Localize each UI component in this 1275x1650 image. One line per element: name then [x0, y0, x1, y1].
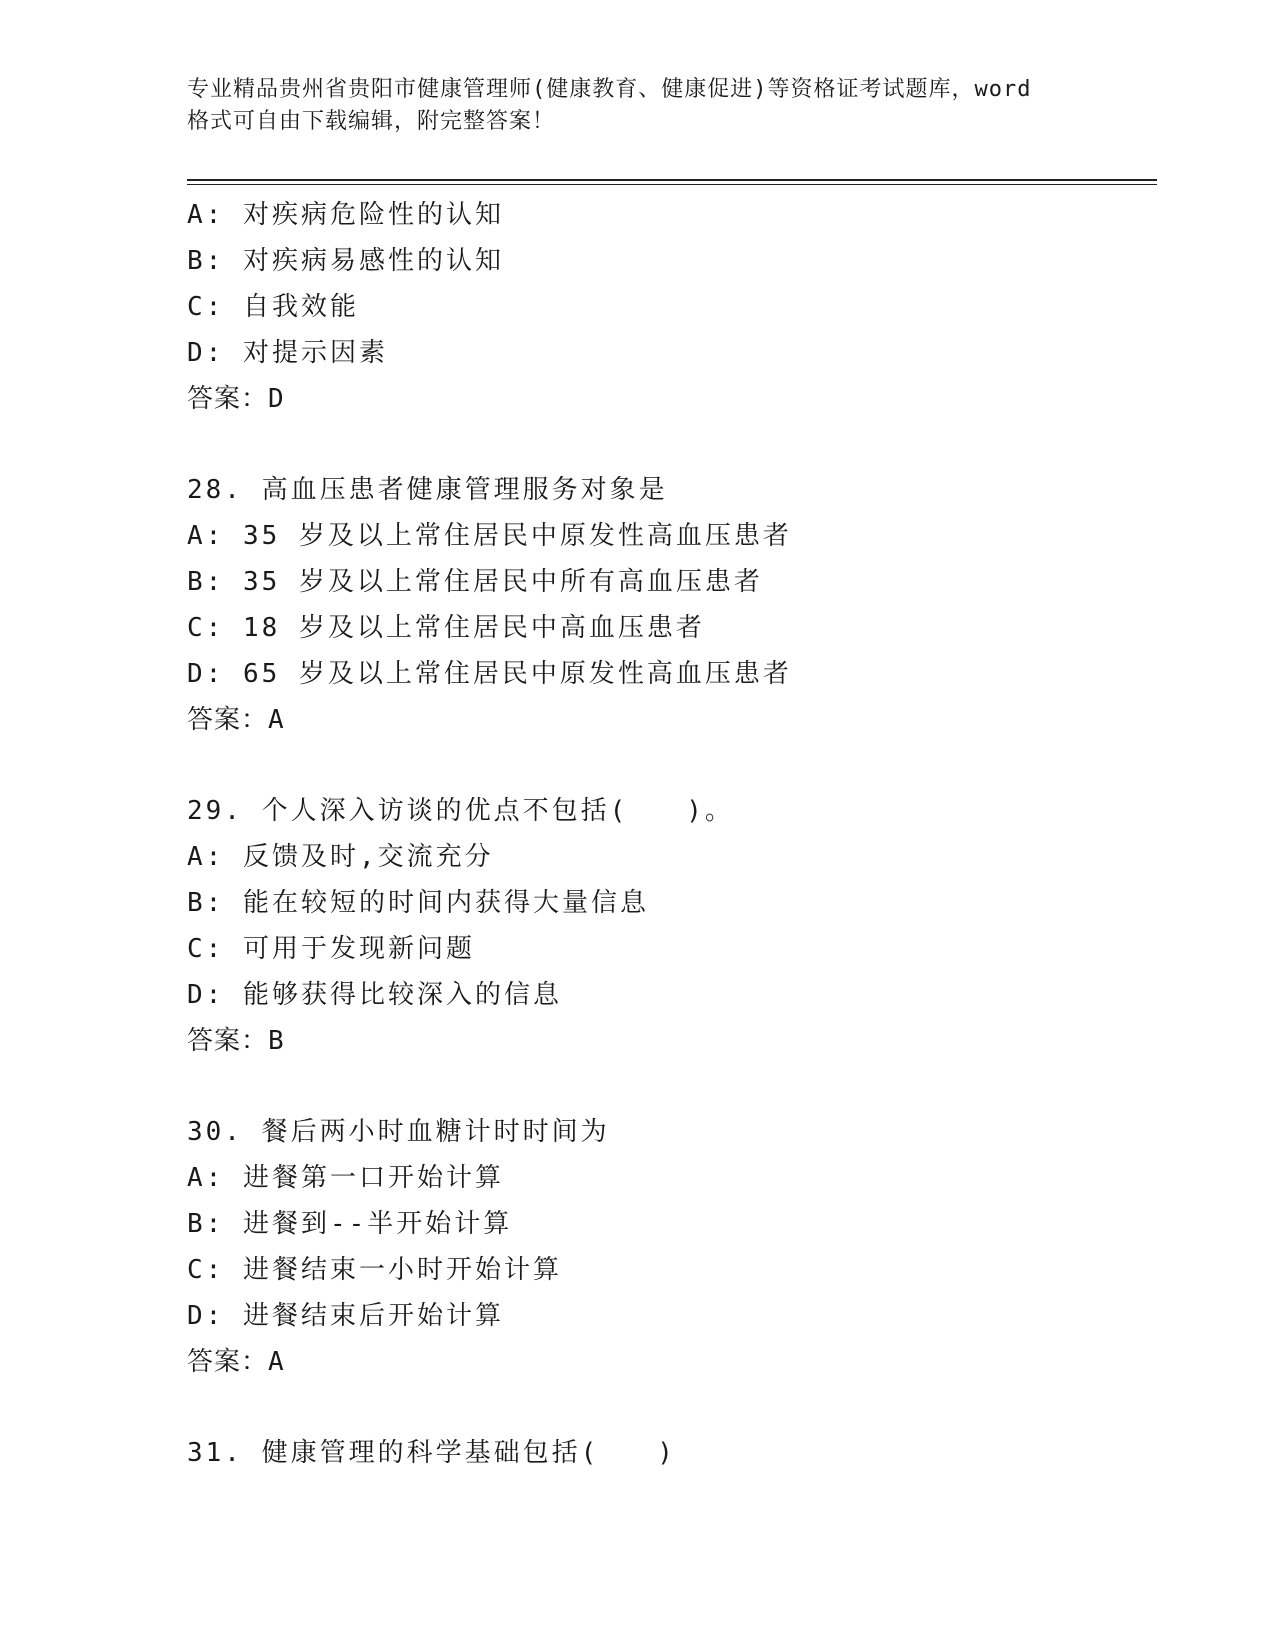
header-line-2: 格式可自由下载编辑，附完整答案！ [187, 109, 556, 134]
answer: 答案：D [187, 384, 285, 414]
question-title: 31. 健康管理的科学基础包括( ) [187, 1438, 676, 1468]
option-d: D: 对提示因素 [187, 338, 388, 368]
option-c: C: 可用于发现新问题 [187, 934, 475, 964]
question-title: 29. 个人深入访谈的优点不包括( )。 [187, 796, 734, 826]
question-28 [187, 467, 1137, 743]
option-b: B: 能在较短的时间内获得大量信息 [187, 888, 649, 918]
option-b: B: 对疾病易感性的认知 [187, 246, 504, 276]
question-29 [187, 788, 1137, 1064]
option-c: C: 进餐结束一小时开始计算 [187, 1255, 562, 1285]
option-a: A: 对疾病危险性的认知 [187, 200, 504, 230]
header-line-1: 专业精品贵州省贵阳市健康管理师(健康教育、健康促进)等资格证考试题库，word [187, 77, 1032, 102]
answer: 答案：A [187, 1347, 285, 1377]
question-27 [187, 192, 1137, 422]
option-c: C: 18 岁及以上常住居民中高血压患者 [187, 613, 705, 643]
answer: 答案：A [187, 705, 285, 735]
option-d: D: 65 岁及以上常住居民中原发性高血压患者 [187, 659, 792, 689]
question-31 [187, 1430, 1137, 1476]
question-list [187, 192, 1137, 1476]
option-c: C: 自我效能 [187, 292, 359, 322]
page-header [187, 74, 1087, 138]
option-d: D: 进餐结束后开始计算 [187, 1301, 504, 1331]
option-a: A: 进餐第一口开始计算 [187, 1163, 504, 1193]
option-a: A: 35 岁及以上常住居民中原发性高血压患者 [187, 521, 792, 551]
option-a: A: 反馈及时,交流充分 [187, 842, 494, 872]
option-b: B: 35 岁及以上常住居民中所有高血压患者 [187, 567, 763, 597]
question-title: 30. 餐后两小时血糖计时时间为 [187, 1117, 610, 1147]
header-divider-thin [187, 184, 1157, 185]
option-b: B: 进餐到--半开始计算 [187, 1209, 513, 1239]
option-d: D: 能够获得比较深入的信息 [187, 980, 562, 1010]
answer: 答案：B [187, 1026, 285, 1056]
header-divider-thick [187, 179, 1157, 181]
question-title: 28. 高血压患者健康管理服务对象是 [187, 475, 668, 505]
question-30 [187, 1109, 1137, 1385]
